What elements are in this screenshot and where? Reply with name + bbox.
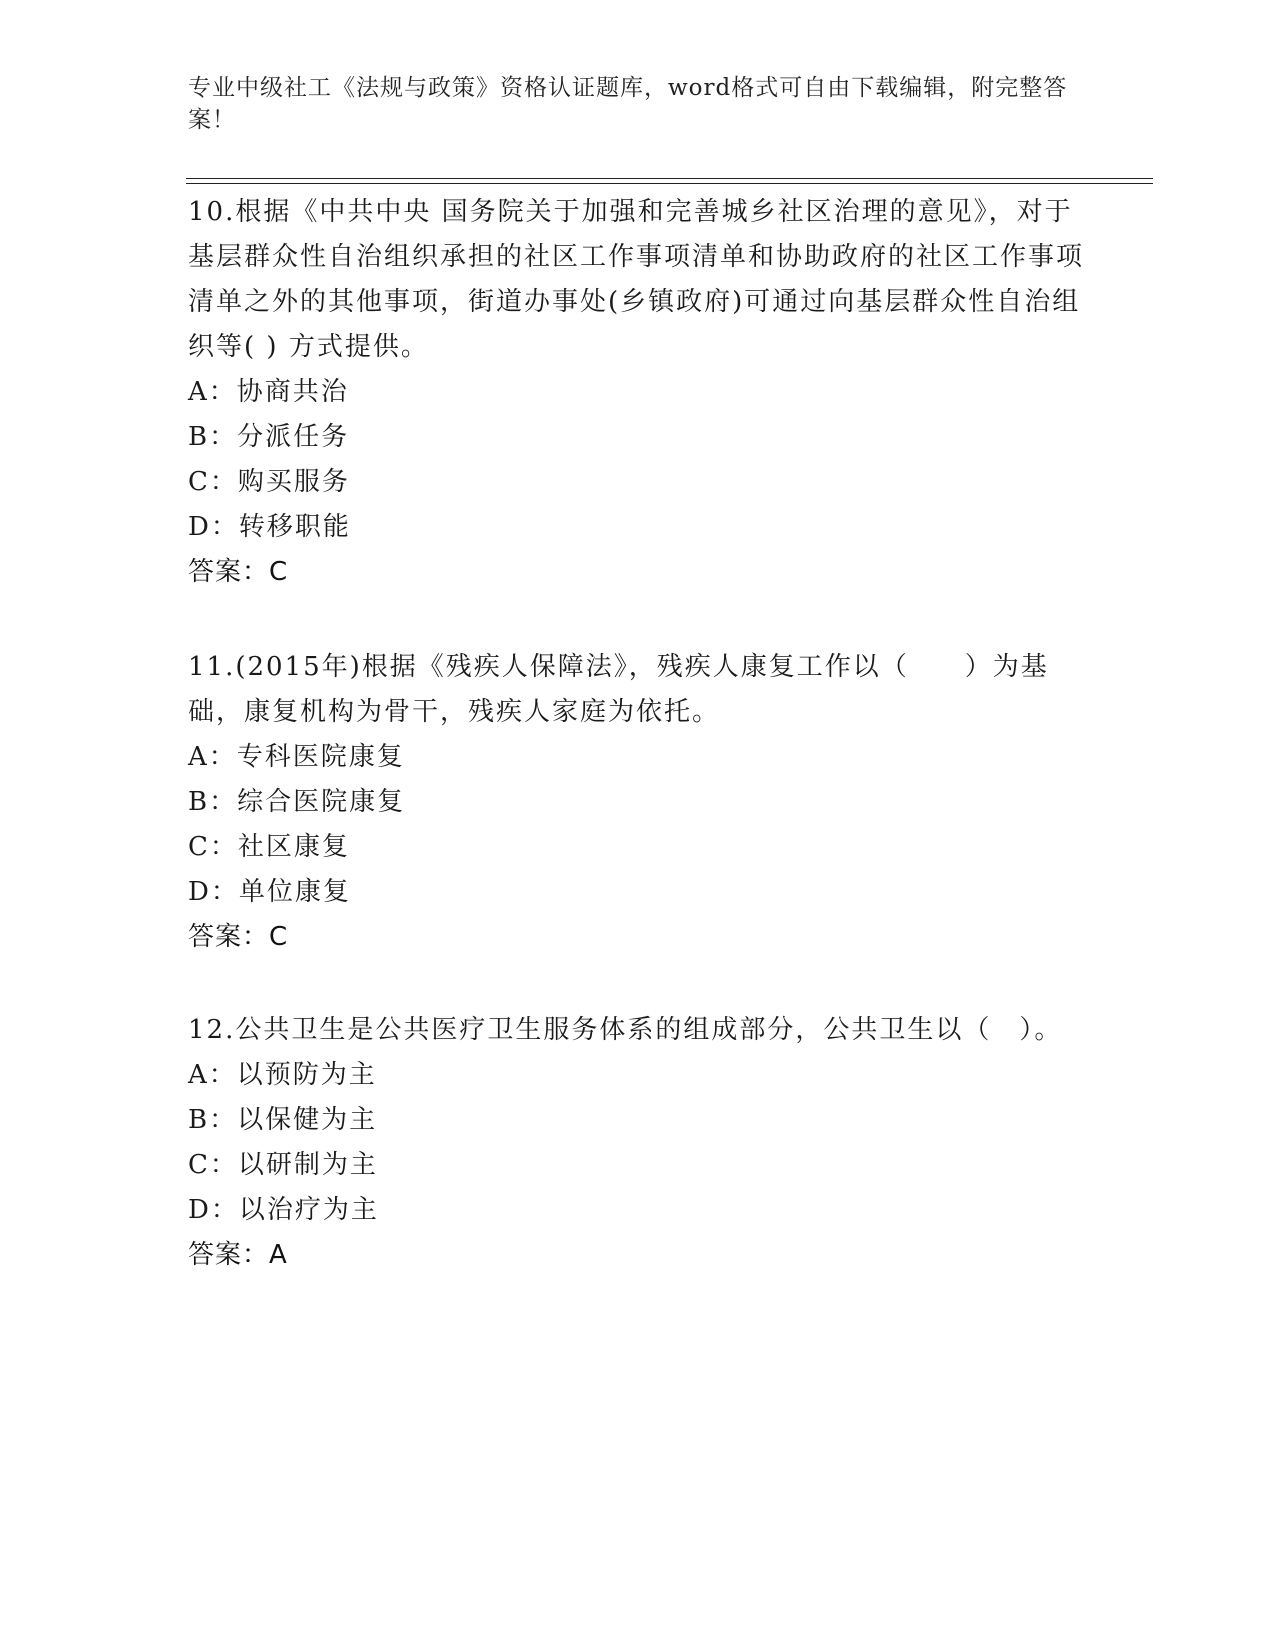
option-c: [188, 1143, 1088, 1188]
answer-line: 答案：C: [188, 557, 289, 587]
option-b: [188, 780, 1088, 825]
option-text: 专科医院康复: [236, 742, 405, 772]
option-b: [188, 415, 1088, 460]
option-text: 购买服务: [237, 467, 350, 497]
option-text: 以治疗为主: [238, 1195, 379, 1225]
option-text: 以预防为主: [236, 1060, 377, 1090]
option-a: [188, 1053, 1088, 1098]
option-key: B：: [188, 787, 238, 817]
answer-line: 答案：A: [188, 1240, 288, 1270]
option-b: [188, 1098, 1088, 1143]
option-text: 以保健为主: [237, 1105, 378, 1135]
question-stem: 10.根据《中共中央 国务院关于加强和完善城乡社区治理的意见》，对于基层群众性自治组织承担的社区工作事项清单和协助政府的社区工作事项清单之外的其他事项，街道办事处(乡镇政府)可通过向基层群众性自治组织等( ) 方式提供。: [188, 197, 1085, 362]
option-key: B：: [188, 422, 238, 452]
option-key: A：: [188, 1060, 237, 1090]
option-text: 协商共治: [236, 377, 349, 407]
option-key: D：: [188, 877, 239, 907]
option-key: D：: [188, 512, 239, 542]
option-key: C：: [188, 1150, 238, 1180]
question-10: [188, 190, 1088, 595]
option-key: C：: [188, 832, 238, 862]
option-key: A：: [188, 742, 237, 772]
question-12: [188, 1008, 1088, 1278]
option-d: [188, 505, 1088, 550]
question-stem: 12.公共卫生是公共医疗卫生服务体系的组成部分，公共卫生以（ ）。: [188, 1015, 1063, 1045]
option-key: D：: [188, 1195, 239, 1225]
option-text: 综合医院康复: [237, 787, 406, 817]
option-text: 分派任务: [237, 422, 350, 452]
option-text: 社区康复: [237, 832, 350, 862]
question-11: [188, 645, 1088, 960]
question-stem: 11.(2015年)根据《残疾人保障法》，残疾人康复工作以（ ）为基础，康复机构为骨干，残疾人家庭为依托。: [188, 652, 1049, 727]
option-c: [188, 460, 1088, 505]
answer-line: 答案：C: [188, 922, 289, 952]
option-text: 以研制为主: [237, 1150, 378, 1180]
option-key: B：: [188, 1105, 238, 1135]
option-text: 转移职能: [238, 512, 351, 542]
document-header: 专业中级社工《法规与政策》资格认证题库，word格式可自由下载编辑，附完整答案！: [188, 75, 1068, 133]
option-d: [188, 1188, 1088, 1233]
option-text: 单位康复: [238, 877, 351, 907]
option-key: C：: [188, 467, 238, 497]
option-d: [188, 870, 1088, 915]
option-a: [188, 735, 1088, 780]
option-key: A：: [188, 377, 237, 407]
option-c: [188, 825, 1088, 870]
header-divider-top: [186, 178, 1153, 179]
header-divider-bottom: [186, 183, 1153, 184]
option-a: [188, 370, 1088, 415]
